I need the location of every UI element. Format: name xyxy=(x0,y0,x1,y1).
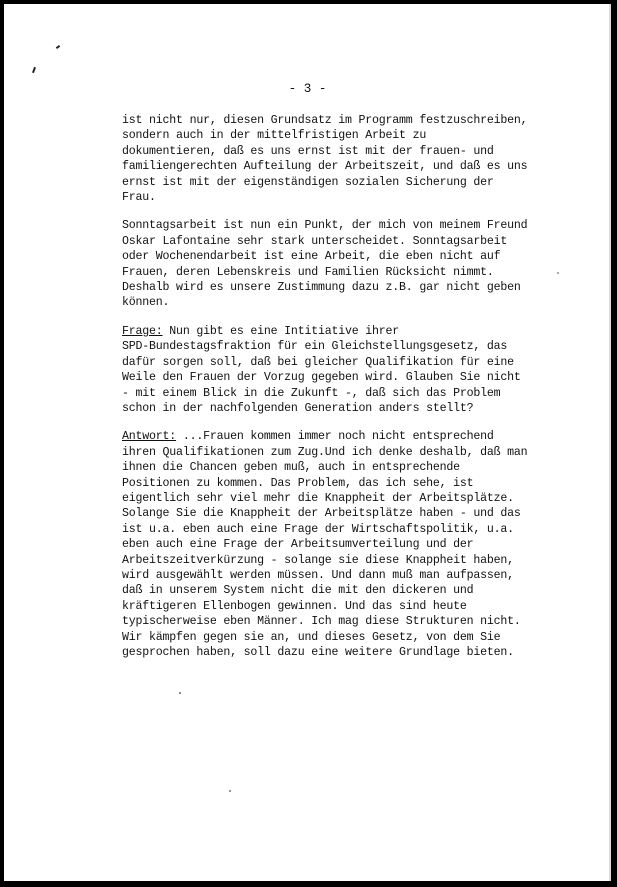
paragraph-2-text: Sonntagsarbeit ist nun ein Punkt, der mich von meinem Freund Oskar Lafontaine sehr stark unterscheidet. Sonntagsarbeit oder Wochenendarbeit ist eine Arbeit, die eben nicht auf Frauen, deren Lebenskreis und Familien Rücksicht nimmt. Deshalb wird es unsere Zustimmung dazu z.B. gar nicht geben können. xyxy=(122,219,528,310)
question-paragraph xyxy=(122,324,562,416)
answer-label: Antwort: xyxy=(122,430,177,444)
answer-paragraph xyxy=(122,429,562,660)
answer-text: ...Frauen kommen immer noch nicht entsprechend ihren Qualifikationen zum Zug.Und ich denke deshalb, daß man ihnen die Chancen geben muß, auch in entsprechende Positionen zu kommen. Das Problem, das ich sehe, ist eigentlich sehr viel mehr die Knappheit der Arbeitsplätze. Solange Sie die Knappheit der Arbeitsplätze haben - und das ist u.a. eben auch eine Frage der Wirtschaftspolitik, u.a. eben auch eine Frage der Arbeitsumverteilung und der Arbeitszeitverkürzung - solange sie diese Knappheit haben, wird ausgewählt werden müssen. Und dann muß man aufpassen, daß in unserem System nicht die mit den dickeren und kräftigeren Ellenbogen gewinnen. Und das sind heute typischerweise eben Männer. Ich mag diese Strukturen nicht. Wir kämpfen gegen sie an, und dieses Gesetz, von dem Sie gesprochen haben, soll dazu eine weitere Grundlage bieten. xyxy=(122,430,528,659)
page-edge-shadow xyxy=(609,4,611,881)
scan-speck xyxy=(557,272,559,274)
page-number: - 3 - xyxy=(288,82,327,96)
question-label: Frage: xyxy=(122,324,163,338)
paragraph-1-text: ist nicht nur, diesen Grundsatz im Programm festzuschreiben, sondern auch in der mittelfristigen Arbeit zu dokumentieren, daß es uns ernst ist mit der frauen- und familiengerechten Aufteilung der Arbeitszeit, und daß es uns ernst ist mit der eigenständigen sozialen Sicherung der Frau. xyxy=(122,114,528,205)
question-text: Nun gibt es eine Intitiative ihrer SPD-Bundestagsfraktion für ein Gleichstellungsgesetz, das dafür sorgen soll, daß bei gleicher Qualifikation für eine Weile den Frauen der Vorzug gegeben wird. Glauben Sie nicht - mit einem Blick in die Zukunft -, daß sich das Problem schon in der nachfolgenden Generation anders stellt? xyxy=(122,324,521,415)
paragraph-2 xyxy=(122,218,562,310)
scan-speck xyxy=(179,692,181,694)
scan-mark-top xyxy=(56,45,60,49)
document-page xyxy=(4,4,611,881)
scan-mark-left xyxy=(32,67,36,73)
paragraph-1 xyxy=(122,113,562,205)
scan-speck xyxy=(229,790,231,792)
document-body xyxy=(122,113,562,673)
